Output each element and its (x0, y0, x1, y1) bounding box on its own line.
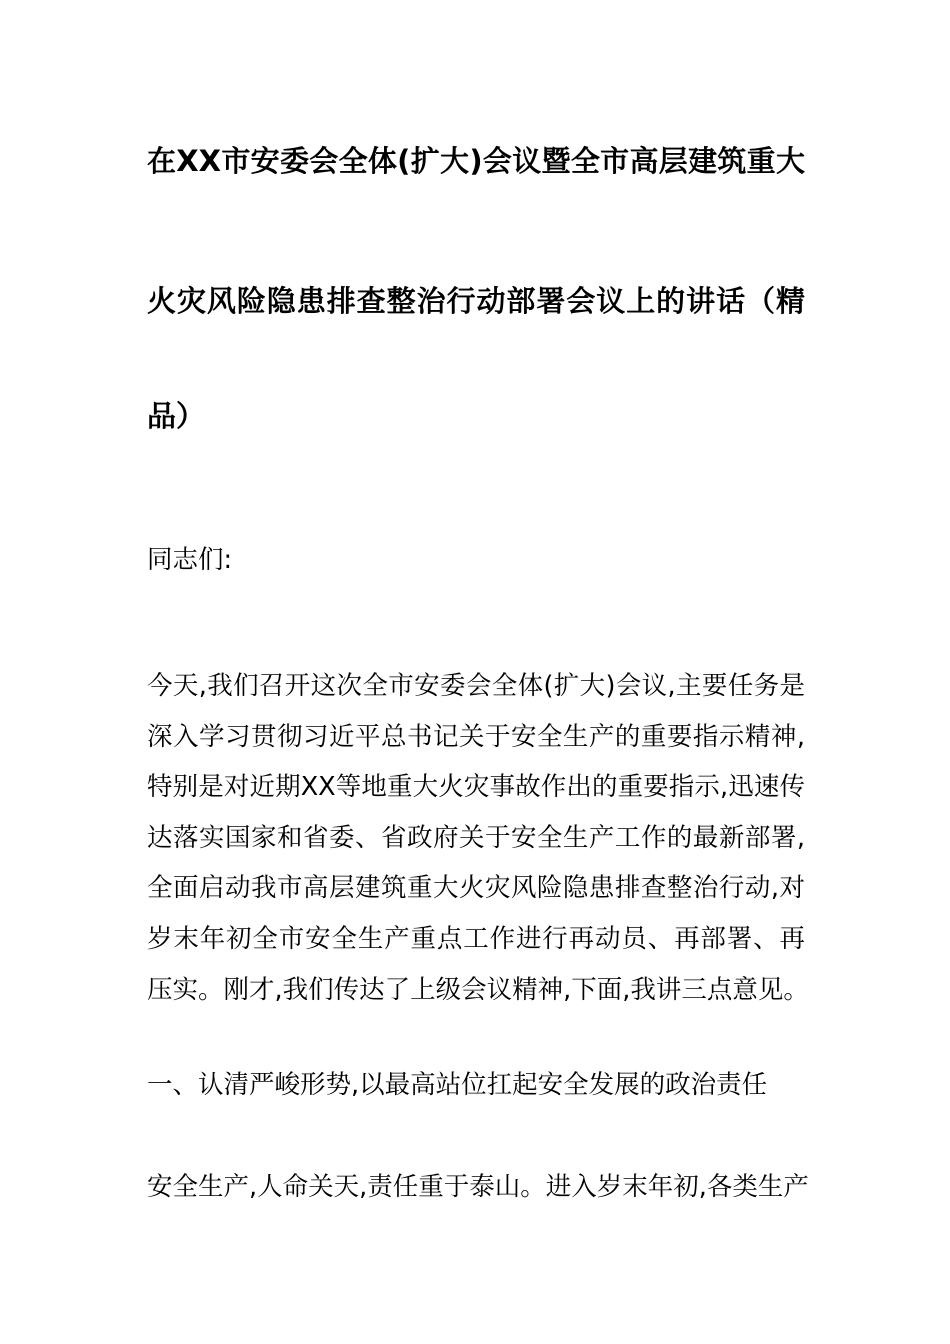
paragraph-line: 特别是对近期XX等地重大火灾事故作出的重要指示,迅速传 (147, 772, 805, 802)
paragraph-line: 达落实国家和省委、省政府关于安全生产工作的最新部署, (147, 823, 805, 853)
document-title-line-3: 品） (147, 399, 206, 433)
paragraph-line: 全面启动我市高层建筑重大火灾风险隐患排查整治行动,对 (147, 873, 805, 903)
paragraph-line: 深入学习贯彻习近平总书记关于安全生产的重要指示精神, (147, 722, 805, 752)
paragraph-line: 压实。刚才,我们传达了上级会议精神,下面,我讲三点意见。 (147, 975, 809, 1005)
paragraph-line: 今天,我们召开这次全市安委会全体(扩大)会议,主要任务是 (147, 671, 805, 701)
paragraph-line: 安全生产,人命关天,责任重于泰山。进入岁末年初,各类生产 (147, 1172, 809, 1202)
document-title-line-2: 火灾风险隐患排查整治行动部署会议上的讲话（精 (147, 284, 805, 318)
paragraph-line: 岁末年初全市安全生产重点工作进行再动员、再部署、再 (147, 924, 805, 954)
salutation: 同志们: (147, 545, 233, 575)
document-title-line-1: 在XX市安委会全体(扩大)会议暨全市高层建筑重大 (147, 144, 805, 178)
section-heading: 一、认清严峻形势,以最高站位扛起安全发展的政治责任 (147, 1070, 768, 1100)
